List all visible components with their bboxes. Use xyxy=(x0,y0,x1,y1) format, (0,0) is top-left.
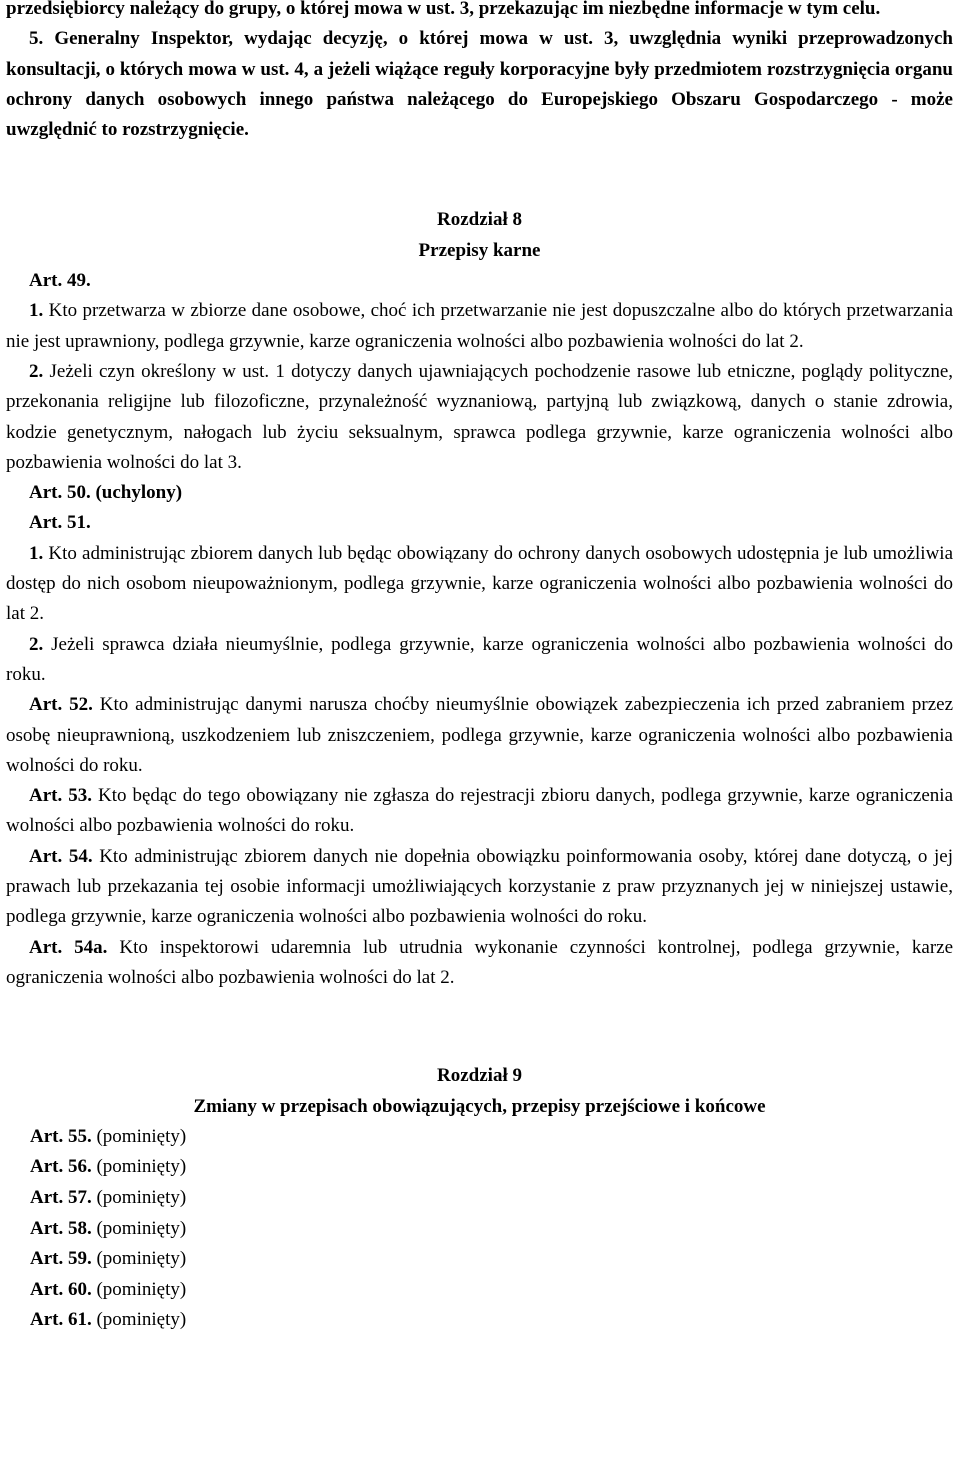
article-text: (pominięty) xyxy=(96,1278,187,1300)
article-53 xyxy=(6,781,953,842)
article-49-paragraph-1 xyxy=(6,296,953,357)
article-54a xyxy=(6,933,953,994)
article-49-label: Art. 49. xyxy=(29,270,91,292)
article-label: Art. 52. xyxy=(29,694,93,716)
continuation-text: przedsiębiorcy należący do grupy, o której mowa w ust. 3, przekazując im niezbędne informacje w tym celu. xyxy=(6,0,881,19)
chapter-8-subtitle: Przepisy karne xyxy=(418,239,541,261)
article-56 xyxy=(6,1152,953,1183)
chapter-9-subtitle: Zmiany w przepisach obowiązujących, przepisy przejściowe i końcowe xyxy=(193,1095,766,1117)
article-text: (pominięty) xyxy=(96,1156,187,1178)
article-label: Art. 59. xyxy=(30,1248,92,1270)
chapter-8-title: Rozdział 8 xyxy=(437,209,522,231)
article-label: Art. 61. xyxy=(30,1309,92,1331)
paragraph-number: 2. xyxy=(29,633,44,655)
article-text: Kto administrując danymi narusza choćby nieumyślnie obowiązek zabezpieczenia ich przed zabraniem przez osobę nieuprawnioną, uszkodzeniem lub zniszczeniem, podlega grzywnie, karze ograniczenia wolności albo pozbawienia wolności do roku. xyxy=(6,694,954,776)
article-text: Kto administrując zbiorem danych nie dopełnia obowiązku poinformowania osoby, której dane dotyczą, o jej prawach lub przekazania tej osobie informacji umożliwiających korzystanie z praw przyznanych jej w niniejszej ustawie, podlega grzywnie, karze ograniczenia wolności albo pozbawienia wolności do roku. xyxy=(6,845,954,928)
paragraph-text: Generalny Inspektor, wydając decyzję, o której mowa w ust. 3, uwzględnia wyniki przeprowadzonych konsultacji, o których mowa w ust. 4, a jeżeli wiążące reguły korporacyjne były przedmiotem rozstrzygnięcia organu ochrony danych osobowych innego państwa należącego do Europejskiego Obszaru Gospodarczego - może uwzględnić to rozstrzygnięcie. xyxy=(6,28,953,141)
article-label: Art. 55. xyxy=(30,1125,92,1147)
article-text: Kto inspektorowi udaremnia lub utrudnia wykonanie czynności kontrolnej, podlega grzywnie, karze ograniczenia wolności albo pozbawienia wolności do lat 2. xyxy=(6,936,954,988)
article-label: Art. 60. xyxy=(30,1278,92,1300)
article-50 xyxy=(6,478,953,508)
article-61 xyxy=(6,1305,953,1336)
article-57 xyxy=(6,1183,953,1214)
article-label: Art. 53. xyxy=(29,785,92,807)
article-label: Art. 54a. xyxy=(29,936,108,958)
article-51-label: Art. 51. xyxy=(29,512,91,534)
article-label: Art. 56. xyxy=(30,1156,92,1178)
article-label: Art. 50. xyxy=(29,482,91,504)
article-59 xyxy=(6,1244,953,1275)
paragraph-5 xyxy=(6,24,953,145)
paragraph-text: Kto administrując zbiorem danych lub będąc obowiązany do ochrony danych osobowych udostępnia je lub umożliwia dostęp do nich osobom nieupoważnionym, podlega grzywnie, karze ograniczenia wolności albo pozbawienia wolności do lat 2. xyxy=(6,542,953,625)
article-58 xyxy=(6,1214,953,1245)
article-text: (pominięty) xyxy=(96,1186,187,1208)
article-49-paragraph-2 xyxy=(6,357,953,478)
article-60 xyxy=(6,1275,953,1306)
article-51-paragraph-1 xyxy=(6,539,953,630)
article-text: (uchylony) xyxy=(95,482,183,504)
article-label: Art. 58. xyxy=(30,1217,92,1239)
paragraph-number: 2. xyxy=(29,360,44,382)
omitted-articles-list xyxy=(6,1122,953,1336)
paragraph-text: Jeżeli sprawca działa nieumyślnie, podlega grzywnie, karze ograniczenia wolności albo pozbawienia wolności do roku. xyxy=(6,633,953,685)
article-54 xyxy=(6,842,953,933)
article-label: Art. 57. xyxy=(30,1186,92,1208)
article-label: Art. 54. xyxy=(29,845,93,867)
article-55 xyxy=(6,1122,953,1153)
paragraph-continuation xyxy=(6,0,953,24)
paragraph-number: 1. xyxy=(29,300,44,322)
paragraph-number: 1. xyxy=(29,542,44,564)
article-text: (pominięty) xyxy=(96,1125,187,1147)
paragraph-number: 5. xyxy=(29,28,44,50)
article-51-paragraph-2 xyxy=(6,630,953,691)
article-text: (pominięty) xyxy=(96,1309,187,1331)
paragraph-text: Jeżeli czyn określony w ust. 1 dotyczy danych ujawniających pochodzenie rasowe lub etniczne, poglądy polityczne, przekonania religijne lub filozoficzne, przynależność wyznaniową, partyjną lub związkową, danych o stanie zdrowia, kodzie genetycznym, nałogach lub życiu seksualnym, sprawca podlega grzywnie, karze ograniczenia wolności albo pozbawienia wolności do lat 3. xyxy=(6,360,954,473)
article-text: Kto będąc do tego obowiązany nie zgłasza do rejestracji zbioru danych, podlega grzywnie, karze ograniczenia wolności albo pozbawienia wolności do roku. xyxy=(6,785,954,837)
article-52 xyxy=(6,690,953,781)
article-text: (pominięty) xyxy=(96,1217,187,1239)
paragraph-text: Kto przetwarza w zbiorze dane osobowe, choć ich przetwarzanie nie jest dopuszczalne albo do których przetwarzania nie jest uprawniony, podlega grzywnie, karze ograniczenia wolności albo pozbawienia wolności do lat 2. xyxy=(6,300,953,352)
chapter-9-title: Rozdział 9 xyxy=(437,1065,522,1087)
article-text: (pominięty) xyxy=(96,1248,187,1270)
